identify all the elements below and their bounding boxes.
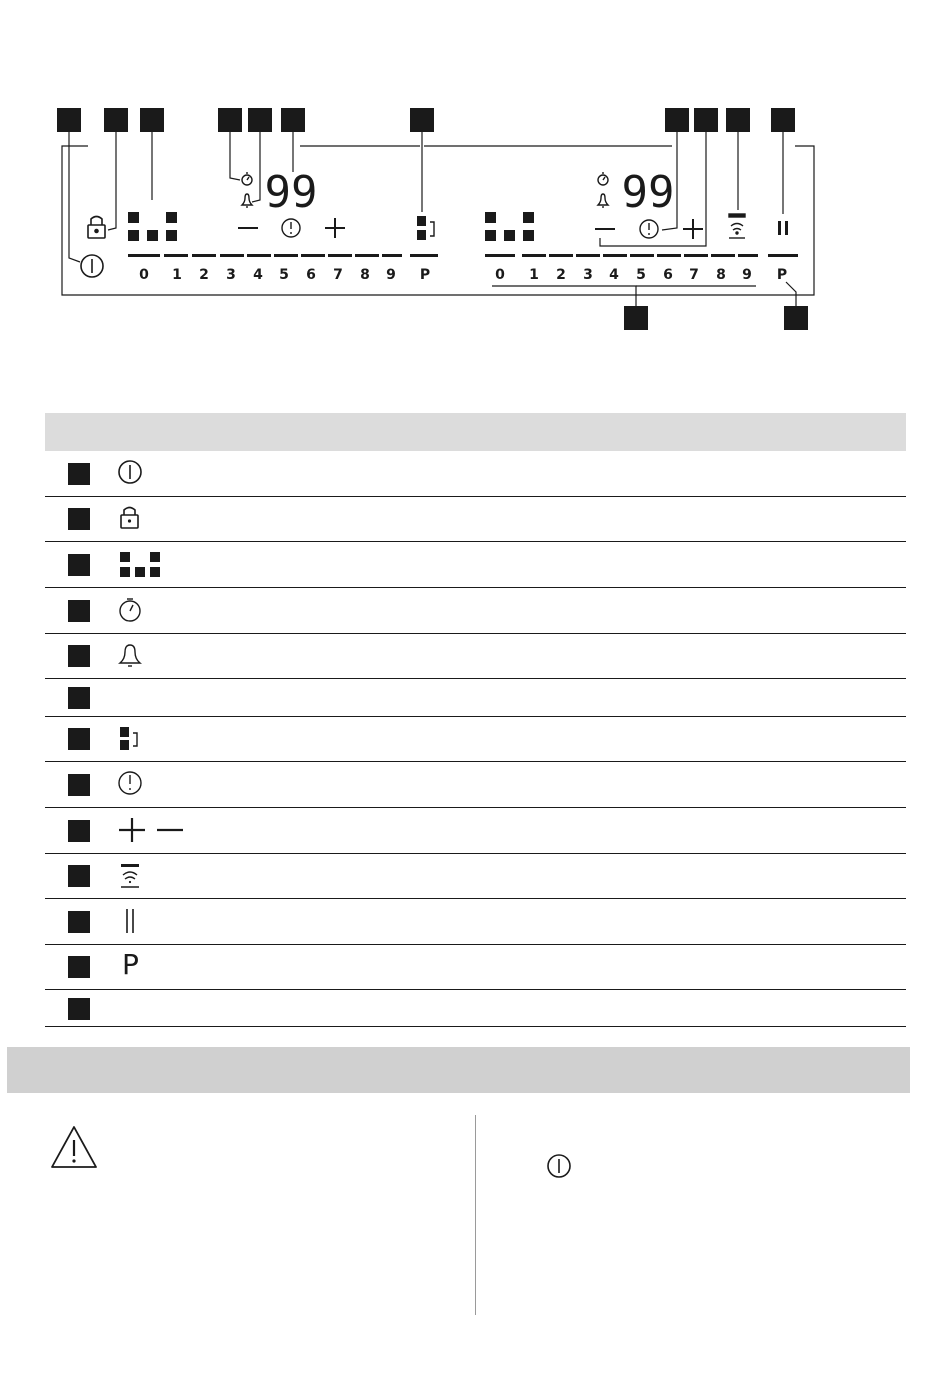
stopwatch-icon bbox=[115, 595, 145, 625]
left-level-0: 0 bbox=[139, 267, 149, 283]
plus-minus-icon bbox=[115, 815, 185, 845]
right-timer-display: 99 bbox=[621, 167, 675, 218]
column-divider bbox=[475, 1115, 476, 1315]
row-marker bbox=[68, 998, 90, 1020]
power-icon bbox=[81, 255, 103, 277]
row-marker bbox=[68, 554, 90, 576]
left-level-9: 9 bbox=[386, 267, 396, 283]
cooking-zone-indicator-right bbox=[485, 212, 534, 241]
row-marker bbox=[68, 463, 90, 485]
section-header-bar bbox=[7, 1047, 910, 1093]
table-row-9 bbox=[45, 808, 906, 854]
left-timer-display: 99 bbox=[264, 167, 318, 218]
left-level-7: 7 bbox=[333, 267, 343, 283]
right-level-7: 7 bbox=[689, 267, 699, 283]
right-level-5: 5 bbox=[636, 267, 646, 283]
power-icon bbox=[545, 1152, 573, 1180]
cooking-zone-indicator-left bbox=[128, 212, 177, 241]
table-row-8 bbox=[45, 762, 906, 808]
table-row-1 bbox=[45, 451, 906, 497]
right-level-3: 3 bbox=[583, 267, 593, 283]
row-marker bbox=[68, 728, 90, 750]
row-marker bbox=[68, 820, 90, 842]
row-marker bbox=[68, 645, 90, 667]
bridge-icon bbox=[417, 216, 434, 240]
left-level-8: 8 bbox=[360, 267, 370, 283]
p-icon: P bbox=[122, 948, 139, 981]
row-marker bbox=[68, 600, 90, 622]
right-level-6: 6 bbox=[663, 267, 673, 283]
right-level-8: 8 bbox=[716, 267, 726, 283]
hob-hood-icon bbox=[115, 860, 145, 890]
lock-icon bbox=[88, 217, 105, 239]
table-row-6 bbox=[45, 679, 906, 717]
row-marker bbox=[68, 774, 90, 796]
right-level-1: 1 bbox=[529, 267, 539, 283]
table-row-5 bbox=[45, 634, 906, 679]
pause-icon bbox=[115, 906, 145, 936]
left-level-p: P bbox=[419, 267, 431, 283]
bridge-icon bbox=[115, 724, 145, 754]
table-row-3 bbox=[45, 542, 906, 588]
cooking-zone-indicator-icon bbox=[115, 548, 161, 578]
row-marker bbox=[68, 508, 90, 530]
table-row-4 bbox=[45, 588, 906, 634]
control-panel-diagram bbox=[0, 0, 950, 360]
bell-icon bbox=[242, 194, 252, 207]
left-level-4: 4 bbox=[253, 267, 263, 283]
right-level-9: 9 bbox=[742, 267, 752, 283]
left-level-5: 5 bbox=[279, 267, 289, 283]
row-marker bbox=[68, 687, 90, 709]
lock-icon bbox=[115, 503, 145, 533]
right-level-p: P bbox=[776, 267, 788, 283]
timer-icon-right bbox=[640, 220, 658, 238]
power-icon bbox=[115, 458, 145, 488]
table-row-7 bbox=[45, 717, 906, 762]
panel-svg bbox=[0, 0, 950, 360]
left-level-3: 3 bbox=[226, 267, 236, 283]
bell-icon bbox=[115, 640, 145, 670]
left-level-2: 2 bbox=[199, 267, 209, 283]
level-bars bbox=[128, 254, 798, 257]
table-row-13 bbox=[45, 990, 906, 1027]
timer-icon bbox=[282, 219, 300, 237]
stopwatch-icon-right bbox=[598, 173, 608, 185]
row-marker bbox=[68, 956, 90, 978]
table-row-12 bbox=[45, 945, 906, 990]
table-row-2 bbox=[45, 497, 906, 542]
timer-icon bbox=[115, 769, 145, 799]
plus-icon-right bbox=[683, 219, 703, 239]
table-row-10 bbox=[45, 854, 906, 899]
table-header bbox=[45, 413, 906, 451]
left-level-6: 6 bbox=[306, 267, 316, 283]
left-level-1: 1 bbox=[172, 267, 182, 283]
bell-icon-right bbox=[598, 194, 608, 207]
right-level-0: 0 bbox=[495, 267, 505, 283]
right-level-2: 2 bbox=[556, 267, 566, 283]
row-marker bbox=[68, 911, 90, 933]
table-row-11 bbox=[45, 899, 906, 945]
stopwatch-icon bbox=[242, 173, 252, 185]
warning-triangle-icon bbox=[49, 1124, 99, 1170]
right-level-4: 4 bbox=[609, 267, 619, 283]
plus-icon bbox=[325, 218, 345, 238]
row-marker bbox=[68, 865, 90, 887]
hob-hood-icon bbox=[729, 214, 745, 238]
pause-icon bbox=[778, 221, 788, 235]
